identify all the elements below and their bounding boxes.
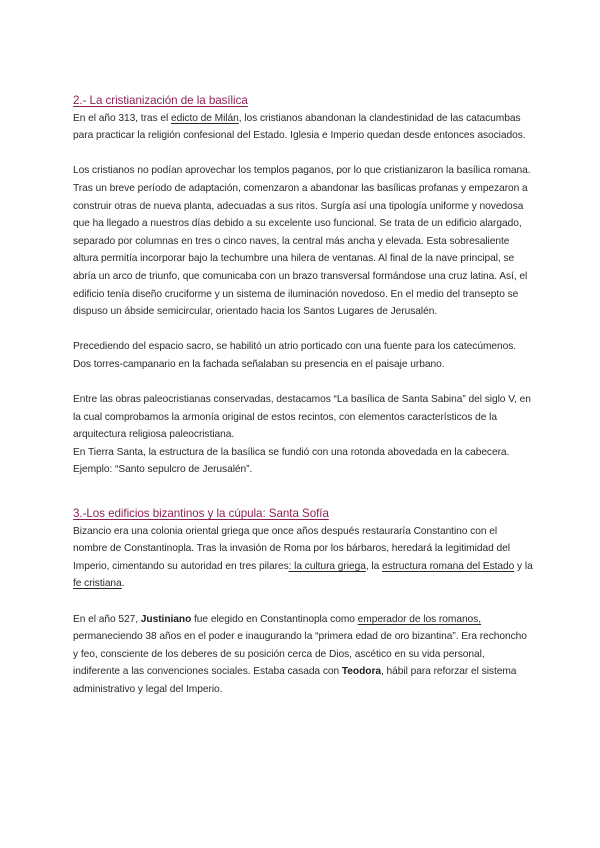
section-heading-cristianizacion: 2.- La cristianización de la basílica <box>73 94 248 107</box>
text-run: En el año 313, tras el <box>73 112 171 124</box>
paragraph-edicto <box>73 110 533 145</box>
edicto-de-milan-underline: edicto de Milán <box>170 112 239 124</box>
justiniano-bold: Justiniano <box>140 613 192 625</box>
teodora-bold: Teodora <box>341 666 381 678</box>
emperador-underline: emperador de los romanos, <box>357 613 482 625</box>
paragraph-tierra-santa: En Tierra Santa, la estructura de la basílica se fundió con una rotonda abovedada en la cabecera. Ejemplo: “Santo sepulcro de Jerusalén”. <box>73 446 510 476</box>
text-run: En el año 527, <box>73 613 141 625</box>
section-heading-bizantinos: 3.-Los edificios bizantinos y la cúpula: Santa Sofía <box>73 507 329 521</box>
paragraph-gap <box>73 145 533 163</box>
text-run: permaneciendo 38 años en el poder e inaugurando la “primera edad de oro bizantina”. Era rechoncho y feo, consciente de los deberes de su posición cerca de Dios, ascético en su vida personal, indiferente a las convenciones sociales. Estaba casada con <box>73 631 527 678</box>
paragraph-gap <box>73 321 533 339</box>
text-run: , los cristianos abandonan la clandestinidad de las catacumbas para practicar la religión confesional del Estado. Iglesia e Imperio quedan desde entonces asociados. <box>73 112 526 142</box>
paragraph-tipologia: Tras un breve período de adaptación, comenzaron a abandonar las basílicas profanas y empezaron a construir otras de nueva planta, adecuadas a sus ritos. Surgía así una tipología uniforme y novedosa que ha llegado a nuestros días debido a su excelente uso funcional. Se trata de un edificio alargado, separado por columnas en tres o cinco naves, la central más ancha y elevada. Esta sobresaliente altura permitía incorporar bajo la techumbre una hilera de ventanas. Al final de la nave principal, se abría un arco de triunfo, que comunicaba con un brazo transversal formándose una cruz latina. Así, el edificio tenía diseño cruciforme y un sistema de iluminación novedoso. En el medio del transepto se dispuso un ábside semicircular, orientado hacia los Santos Lugares de Jerusalén. <box>73 182 528 318</box>
fe-cristiana-underline: fe cristiana <box>73 578 122 590</box>
paragraph-atrio: Precediendo del espacio sacro, se habilitó un atrio porticado con una fuente para los catecúmenos. Dos torres-campanario en la fachada señalaban su presencia en el paisaje urbano. <box>73 341 517 370</box>
text-run: Bizancio era una colonia oriental griega que once años después restauraría Constantino con el nombre de Constantinopla. Tras la invasión de Roma por los bárbaros, heredará la legitimidad del Imperio, cimentando su autoridad en tres pilares <box>73 525 510 572</box>
text-run: y la <box>514 560 533 572</box>
document-content <box>73 92 533 699</box>
text-run: , hábil para reforzar el sistema administrativo y legal del Imperio. <box>73 666 517 695</box>
paragraph-gap <box>73 374 533 392</box>
estructura-romana-underline: estructura romana del Estado <box>382 560 515 572</box>
paragraph-bizancio <box>73 523 533 593</box>
text-run: , la <box>365 560 382 572</box>
paragraph-templos-paganos: Los cristianos no podían aprovechar los templos paganos, por lo que cristianizaron la basílica romana. <box>73 165 531 177</box>
paragraph-santa-sabina: Entre las obras paleocristianas conservadas, destacamos “La basílica de Santa Sabina” del siglo V, en la cual comprobamos la armonía original de estos recintos, con elementos característicos de la arquitectura religiosa paleocristiana. <box>73 394 531 441</box>
text-run: . <box>121 578 125 590</box>
paragraph-gap <box>73 593 533 611</box>
paragraph-justiniano <box>73 611 533 699</box>
cultura-griega-underline: : la cultura griega <box>288 560 366 572</box>
text-run: fue elegido en Constantinopla como <box>191 613 358 625</box>
section-gap <box>73 479 533 505</box>
